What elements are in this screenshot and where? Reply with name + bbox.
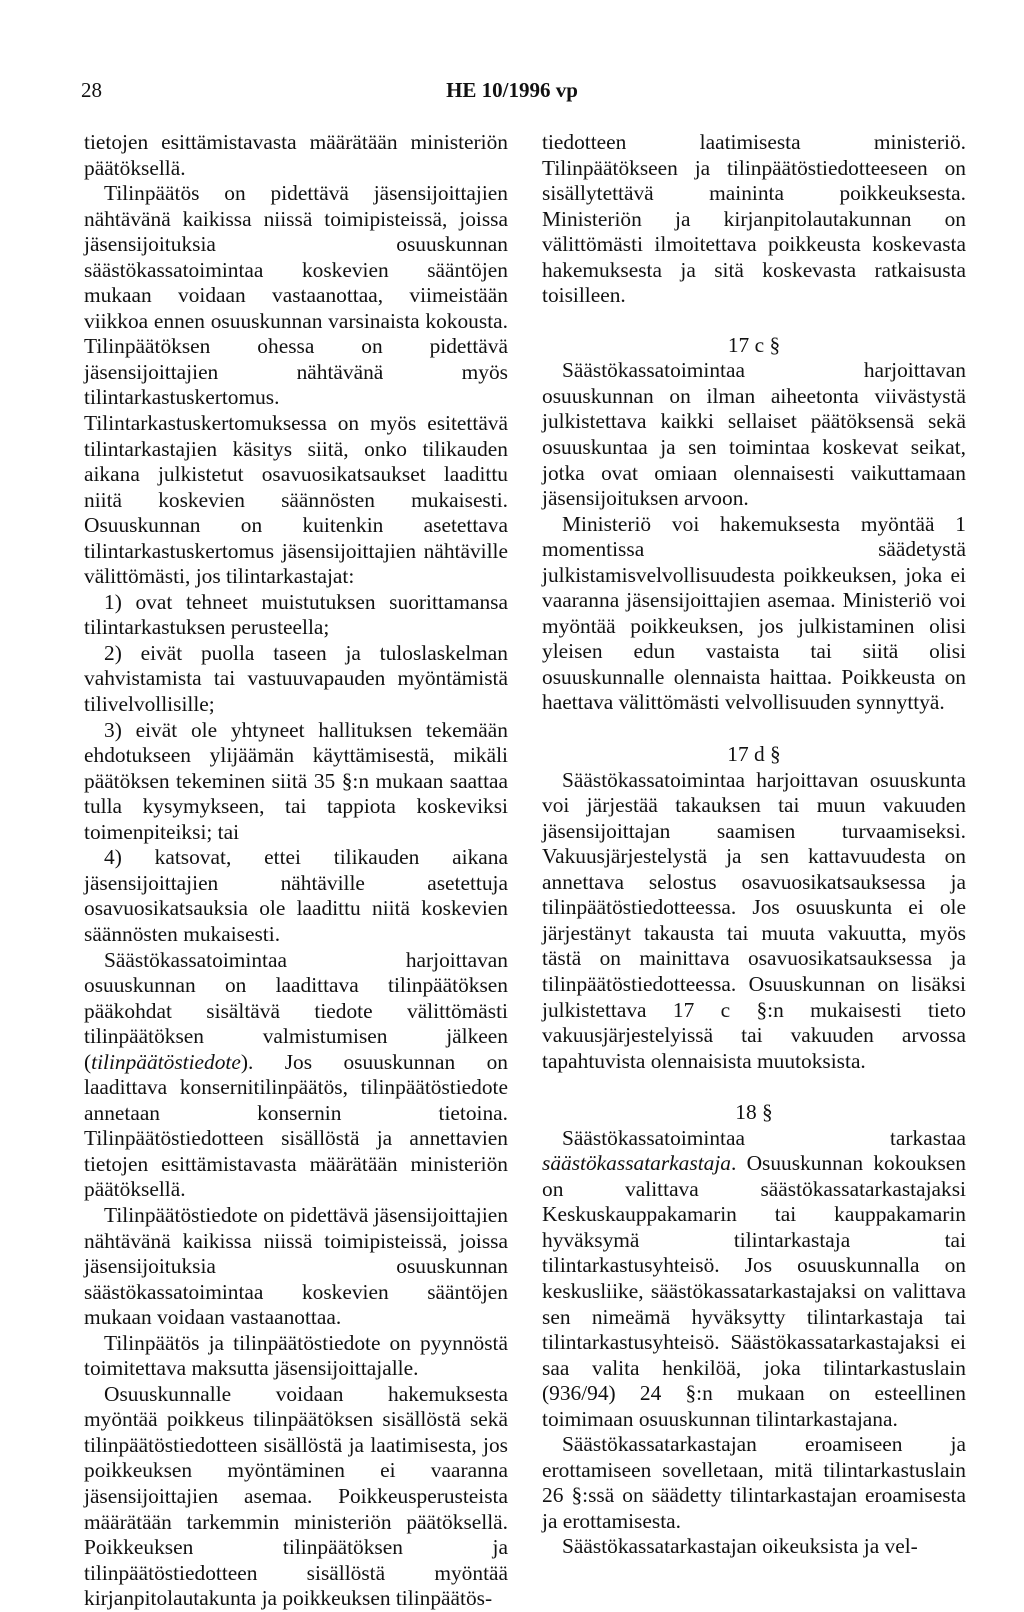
section-heading-17d: 17 d § <box>727 742 781 767</box>
page-number: 28 <box>81 78 102 102</box>
paragraph <box>84 948 508 1203</box>
document-reference: HE 10/1996 vp <box>446 78 578 102</box>
list-item: 4) katsovat, ettei tilikauden aikana jäsensijoittajien nähtäville asetettuja osavuosikatsauksia ole laadittu niitä koskevien säännösten mukaisesti. <box>84 845 508 946</box>
list-item: 2) eivät puolla taseen ja tuloslaskelman vahvistamista tai vastuuvapauden myöntämistä tilivelvollisille; <box>84 640 508 717</box>
right-column <box>542 130 966 1560</box>
paragraph: Tilinpäätös ja tilinpäätöstiedote on pyynnöstä toimitettava maksutta jäsensijoittajalle. <box>84 1330 508 1381</box>
paragraph-text: . Osuuskunnan kokouksen on valittava säästökassatarkastajaksi Keskuskauppakamarin tai kauppakamarin hyväksymä tilintarkastaja tai tilintarkastusyhteisö. Jos osuuskunnalla on keskusliike, säästökassatarkastajaksi on valittava sen nimeämä hyväksytty tilintarkastaja tai tilintarkastusyhteisö. Säästökassatarkastajaksi ei saa valita henkilöä, joka tilintarkastuslain (936/94) 24 §:n mukaan on esteellinen toimimaan osuuskunnan tilintarkastajana. <box>542 1151 966 1431</box>
paragraph: Tilinpäätös on pidettävä jäsensijoittajien nähtävänä kaikissa niissä toimipisteissä, joissa jäsensijoituksia osuuskunnan säästökassatoimintaa koskevien sääntöjen mukaan voidaan vastaanottaa, viimeistään viikkoa ennen osuuskunnan varsinaista kokousta. Tilinpäätöksen ohessa on pidettävä jäsensijoittajien nähtävänä myös tilintarkastuskertomus. Tilintarkastuskertomuksessa on myös esitettävä tilintarkastajien käsitys siitä, onko tilikauden aikana julkistetut osavuosikatsaukset laadittu niitä koskevien säännösten mukaisesti. Osuuskunnan on kuitenkin asetettava tilintarkastuskertomus jäsensijoittajien nähtäville välittömästi, jos tilintarkastajat: <box>84 181 508 589</box>
paragraph: Tilinpäätöstiedote on pidettävä jäsensijoittajien nähtävänä kaikissa niissä toimipisteissä, joissa jäsensijoituksia osuuskunnan säästökassatoimintaa koskevien sääntöjen mukaan voidaan vastaanottaa. <box>84 1202 508 1330</box>
paragraph: Osuuskunnalle voidaan hakemuksesta myöntää poikkeus tilinpäätöksen sisällöstä sekä tilinpäätöstiedotteen sisällöstä ja laatimisesta, jos poikkeuksen myöntäminen ei vaaranna jäsensijoittajien asemaa. Poikkeusperusteista määrätään tarkemmin ministeriön päätöksellä. Poikkeuksen tilinpäätöksen ja tilinpäätöstiedotteen sisällöstä myöntää kirjanpitolautakunta ja poikkeuksen tilinpäätös- <box>84 1381 508 1611</box>
paragraph: tietojen esittämistavasta määrätään ministeriön päätöksellä. <box>84 130 508 180</box>
paragraph-text: ). Jos osuuskunnan on laadittava konsernitilinpäätös, tilinpäätöstiedote annetaan konsernin tietoina. Tilinpäätöstiedotteen sisällöstä ja annettavien tietojen esittämistavasta määrätään ministeriön päätöksellä. <box>84 1049 508 1202</box>
paragraph: Säästökassatoimintaa harjoittavan osuuskunta voi järjestää takauksen tai muun vakuuden jäsensijoittajan saamisen turvaamiseksi. Vakuusjärjestelystä ja sen kattavuudesta on annettava selostus osavuosikatsauksessa ja tilinpäätöstiedotteessa. Jos osuuskunta ei ole järjestänyt takausta tai muuta vakuutta, myös tästä on mainittava osavuosikatsauksessa ja tilinpäätöstiedotteessa. Osuuskunnan on lisäksi julkistettava 17 c §:n mukaisesti tieto vakuusjärjestelyissä tai vakuuden arvossa tapahtuvista olennaisista muutoksista. <box>542 767 966 1073</box>
page-header <box>0 78 1024 114</box>
defined-term: tilinpäätöstiedote <box>91 1049 241 1074</box>
paragraph: Säästökassatarkastajan eroamiseen ja erottamiseen sovelletaan, mitä tilintarkastuslain 26 §:ssä on säädetty tilintarkastajan eroamisesta ja erottamisesta. <box>542 1432 966 1533</box>
list-item: 1) ovat tehneet muistutuksen suorittamansa tilintarkastuksen perusteella; <box>84 589 508 640</box>
section-heading-17c: 17 c § <box>727 332 781 357</box>
defined-term: säästökassatarkastaja <box>542 1151 731 1176</box>
paragraph: tiedotteen laatimisesta ministeriö. Tilinpäätökseen ja tilinpäätöstiedotteeseen on sisällytettävä maininta poikkeuksesta. Ministeriön ja kirjanpitolautakunnan on välittömästi ilmoitettava poikkeusta koskevasta hakemuksesta ja sitä koskevasta ratkaisusta toisilleen. <box>542 130 966 308</box>
paragraph-text: Säästökassatoimintaa tarkastaa <box>562 1125 966 1150</box>
paragraph: Ministeriö voi hakemuksesta myöntää 1 momentissa säädetystä julkistamisvelvollisuudesta poikkeuksen, joka ei vaaranna jäsensijoittajien asemaa. Ministeriö voi myöntää poikkeuksen, jos julkistaminen olisi yleisen edun vastaista tai siitä olisi osuuskunnalle olennaista haittaa. Poikkeusta on haettava välittömästi velvollisuuden synnyttyä. <box>542 511 966 715</box>
paragraph: Säästökassatoimintaa harjoittavan osuuskunnan on ilman aiheetonta viivästystä julkistettava kaikki sellaiset päätöksensä sekä osuuskuntaa ja sen toimintaa koskevat seikat, jotka ovat omiaan olennaisesti vaikuttamaan jäsensijoituksen arvoon. <box>542 358 966 511</box>
paragraph: Säästökassatarkastajan oikeuksista ja vel- <box>562 1534 918 1559</box>
left-column <box>84 130 508 1612</box>
section-heading-18: 18 § <box>735 1100 773 1125</box>
list-item: 3) eivät ole yhtyneet hallituksen tekemään ehdotukseen ylijäämän käyttämisestä, mikäli päätöksen tekeminen siitä 35 §:n mukaan saattaa tulla kysymykseen, tai tappiota koskeviksi toimenpiteiksi; tai <box>84 717 508 844</box>
paragraph <box>542 1126 966 1433</box>
paragraph-text: Säästökassatoimintaa harjoittavan osuuskunnan on laadittava tilinpäätöksen pääkohdat sisältävä tiedote välittömästi tilinpäätöksen valmistumisen jälkeen ( <box>84 947 508 1074</box>
